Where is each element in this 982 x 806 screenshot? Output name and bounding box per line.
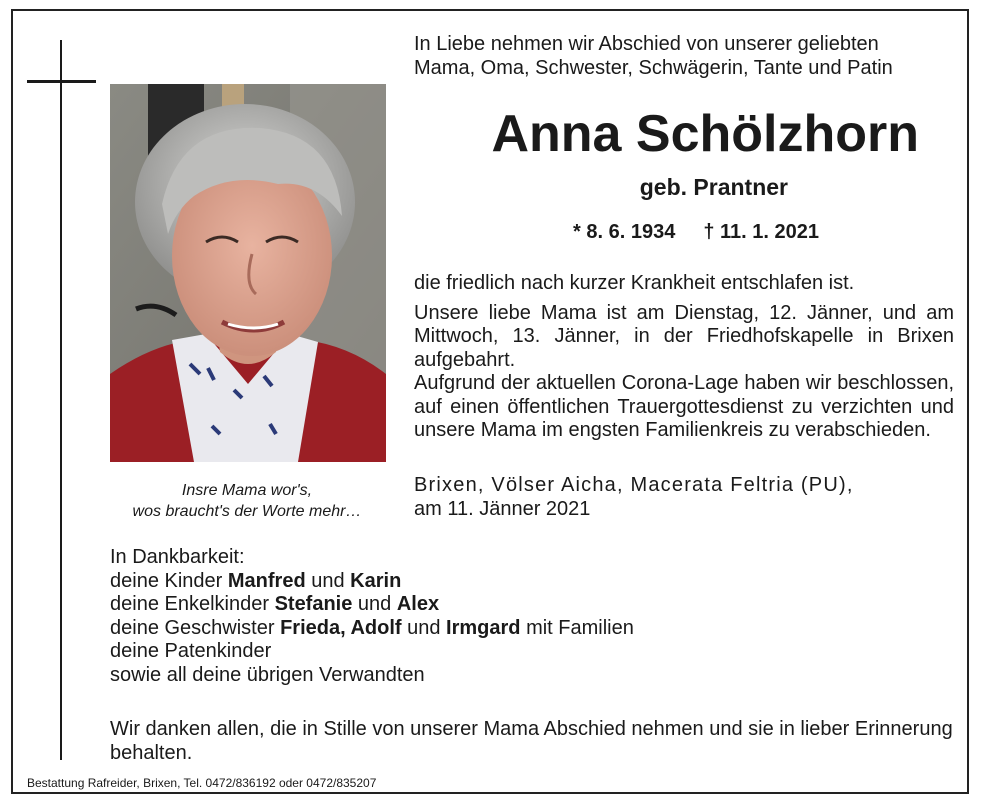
body-paragraph: Aufgrund der aktuellen Corona-Lage haben wir beschlossen, auf einen öffentlichen Trauergottesdienst zu verzichten und unsere Mama im engsten Familienkreis zu verabschieden. (414, 372, 954, 441)
grandchildren-line (110, 593, 830, 617)
intro-line: In Liebe nehmen wir Abschied von unserer geliebten (414, 33, 879, 55)
places: Brixen, Völser Aicha, Macerata Feltria (PU), (414, 474, 854, 496)
child-name: Karin (350, 569, 402, 592)
relatives-line: sowie all deine übrigen Verwandten (110, 663, 425, 686)
announcement-body (414, 272, 954, 449)
death-date: † 11. 1. 2021 (703, 221, 819, 243)
deceased-name: Anna Schölzhorn (491, 105, 919, 163)
mourners-list (110, 546, 830, 687)
conjunction: und (352, 593, 397, 615)
funeral-home-footer: Bestattung Rafreider, Brixen, Tel. 0472/836192 oder 0472/835207 (27, 776, 377, 790)
children-prefix: deine Kinder (110, 569, 228, 592)
grandchildren-prefix: deine Enkelkinder (110, 593, 275, 615)
thanks-heading: In Dankbarkeit: (110, 546, 245, 568)
siblings-line (110, 617, 830, 641)
body-paragraph: Unsere liebe Mama ist am Dienstag, 12. Jänner, und am Mittwoch, 13. Jänner, in der Friedhofskapelle in Brixen aufgebahrt. (414, 301, 954, 371)
child-name: Manfred (227, 569, 306, 592)
closing-text: Wir danken allen, die in Stille von unserer Mama Abschied nehmen und sie in lieber Erinnerung behalten. (110, 718, 953, 764)
intro-text (414, 32, 959, 80)
siblings-suffix: mit Familien (520, 616, 634, 639)
body-paragraph: die friedlich nach kurzer Krankheit entschlafen ist. (414, 272, 855, 294)
birth-date: * 8. 6. 1934 (573, 221, 676, 243)
photo-caption (100, 480, 394, 522)
godchildren-line: deine Patenkinder (110, 640, 272, 662)
caption-line: Insre Mama wor's, (181, 482, 313, 499)
maiden-name: geb. Prantner (639, 174, 788, 200)
conjunction: und (401, 616, 447, 639)
caption-line: wos braucht's der Worte mehr… (132, 503, 362, 520)
place-and-date (414, 474, 954, 521)
cross-icon-horizontal (27, 80, 96, 83)
grandchild-name: Alex (396, 593, 440, 615)
sibling-name: Irmgard (446, 616, 521, 639)
conjunction: und (305, 569, 351, 592)
children-line (110, 570, 830, 594)
intro-line: Mama, Oma, Schwester, Schwägerin, Tante und Patin (414, 57, 893, 79)
siblings-prefix: deine Geschwister (110, 616, 281, 639)
cross-icon-vertical (60, 40, 62, 760)
sibling-names: Frieda, Adolf (280, 616, 402, 639)
date-line: am 11. Jänner 2021 (414, 497, 591, 520)
portrait-photo (110, 84, 386, 462)
grandchild-name: Stefanie (274, 593, 353, 615)
life-dates (414, 218, 819, 246)
